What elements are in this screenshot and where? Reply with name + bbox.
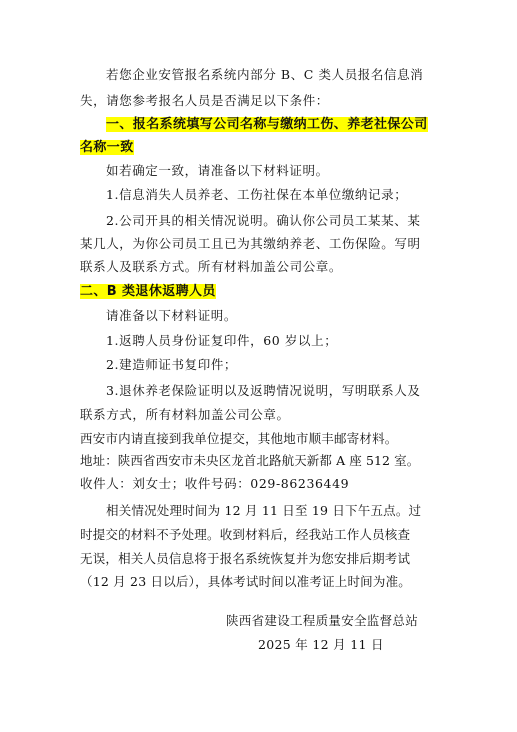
- signature-date: 2025 年 12 月 11 日: [258, 637, 384, 652]
- section1-title-highlight-2: 名称一致: [80, 140, 134, 155]
- section1-body-line-2: 1.信息消失人员养老、工伤社保在本单位缴纳记录；: [106, 187, 408, 202]
- section1-body-line-1: 如若确定一致，请准备以下材料证明。: [106, 163, 329, 178]
- processing-line-2: 时提交的材料不予处理。收到材料后，经我站工作人员核查: [80, 527, 411, 542]
- submission-line-1: 西安市内请直接到我单位提交，其他地市顺丰邮寄材料。: [80, 431, 398, 446]
- processing-line-1: 相关情况处理时间为 12 月 11 日至 19 日下午五点。过: [106, 503, 422, 518]
- section2-title-line: [80, 280, 216, 302]
- section2-title-highlight: 二、B 类退休返聘人员: [80, 284, 216, 299]
- processing-line-4: （12 月 23 日以后），具体考试时间以准考证上时间为准。: [80, 574, 411, 589]
- section2-body-line-5: 联系方式，所有材料加盖公司公章。: [80, 407, 290, 422]
- intro-line-1: 若您企业安管报名系统内部分 B、C 类人员报名信息消: [106, 67, 424, 82]
- section2-body-line-3: 2.建造师证书复印件；: [106, 357, 238, 372]
- section1-title-line-1: [106, 113, 428, 135]
- section1-body-line-5: 联系人及联系方式。所有材料加盖公司公章。: [80, 259, 343, 274]
- submission-address: 地址：陕西省西安市未央区龙首北路航天新都 A 座 512 室。: [80, 453, 420, 468]
- section1-body-line-4: 某几人，为你公司员工且已为其缴纳养老、工伤保险。写明: [80, 236, 421, 251]
- processing-line-3: 无误，相关人员信息将于报名系统恢复并为您安排后期考试: [80, 551, 411, 566]
- submission-recipient: 收件人：刘女士；收件号码：029-86236449: [80, 476, 350, 491]
- section1-body-line-3: 2.公司开具的相关情况说明。确认你公司员工某某、某: [106, 213, 421, 228]
- signature-organization: 陕西省建设工程质量安全监督总站: [226, 613, 419, 628]
- section2-body-line-1: 请准备以下材料证明。: [106, 308, 238, 323]
- section1-title-highlight-1: 一、报名系统填写公司名称与缴纳工伤、养老社保公司: [106, 117, 428, 132]
- intro-line-2: 失，请您参考报名人员是否满足以下条件：: [80, 93, 329, 108]
- section1-title-line-2: [80, 136, 134, 158]
- section2-body-line-2: 1.返聘人员身份证复印件，60 岁以上；: [106, 333, 338, 348]
- section2-body-line-4: 3.退休养老保险证明以及返聘情况说明，写明联系人及: [106, 383, 421, 398]
